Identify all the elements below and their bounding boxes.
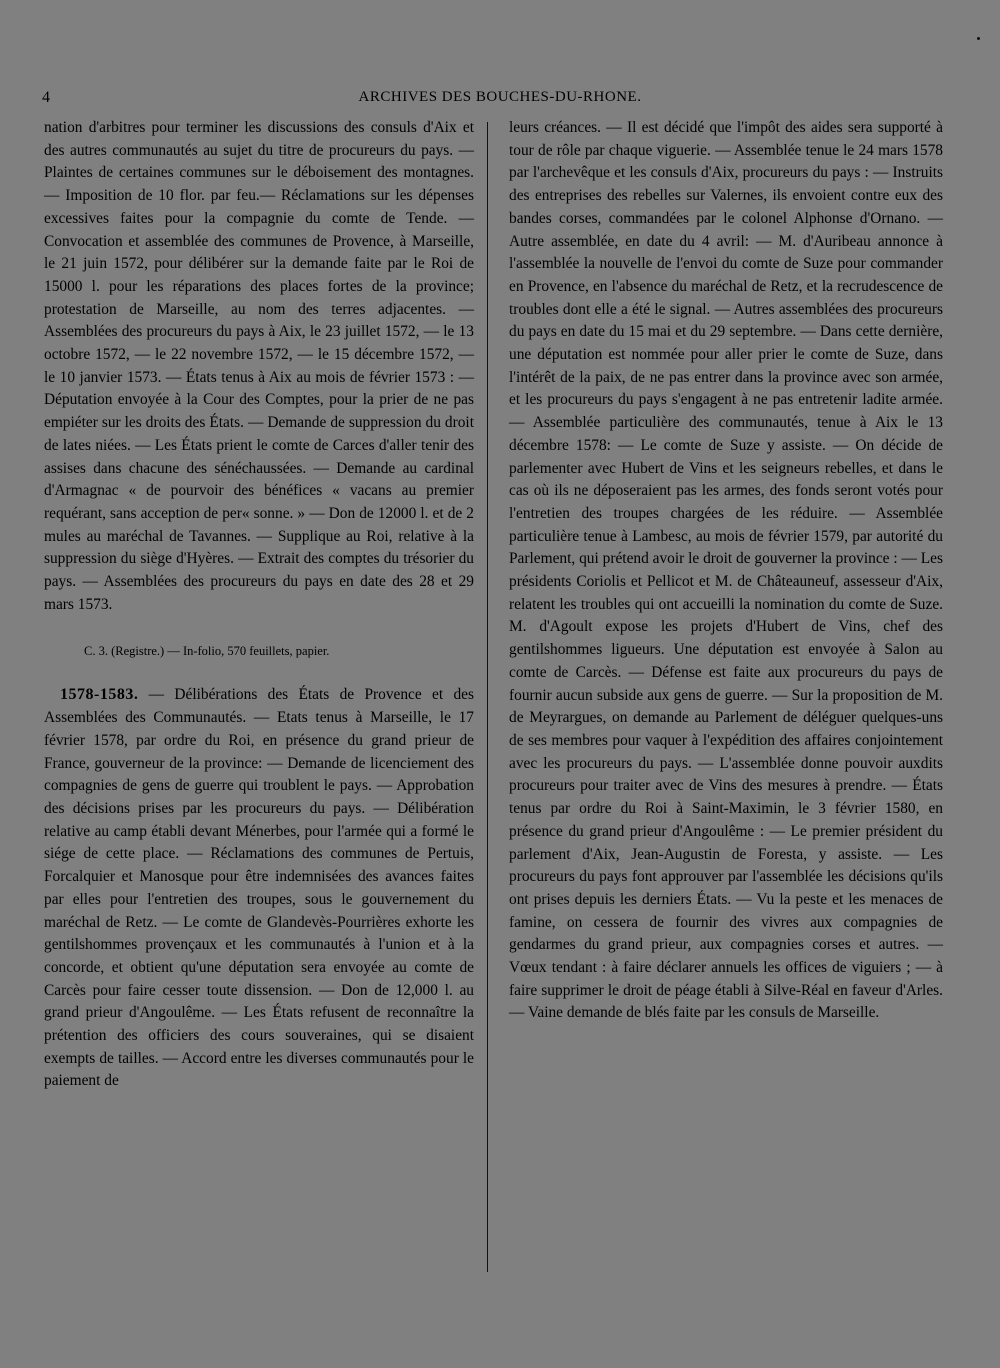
- left-paragraph-2-text: — Délibérations des États de Provence et des Assemblées des Communautés. — Etats tenus à Marseille, le 17 février 1578, par ordre du Roi, en présence du grand prieur de France, gouverneur de la province: — Demande de licenciement des compagnies de gens de guerre qui troublent le pays. — Approbation des décisions prises par les procureurs du pays. — Délibération relative au camp établi devant Ménerbes, pour l'armée qui a formé le siége de cette place. — Réclamations des communes de Pertuis, Forcalquier et Manosque pour être indemnisées des avances faites par elles pour l'entretien des troupes, sous le gouvernement du maréchal de Retz. — Le comte de Glandevès-Pourrières exhorte les gentilshommes provençaux et les communautés à l'union et à la concorde, et obtient qu'une députation sera envoyée au comte de Carcès pour faire cesser toute dissension. — Don de 12,000 l. au grand prieur d'Angoulême. — Les États refusent de reconnaître la prétention des officiers des cours souveraines, qui se disaient exempts de tailles. — Accord entre les diverses communautés pour le paiement de: [44, 686, 474, 1090]
- catalog-entry: C. 3. (Registre.) — In-folio, 570 feuillets, papier.: [84, 644, 330, 659]
- column-divider: [487, 122, 488, 1272]
- left-paragraph-1: nation d'arbitres pour terminer les discussions des consuls d'Aix et des autres communautés au sujet du titre de procureurs du pays. — Plaintes de certaines communes sur le déboisement des montagnes. — Imposition de 10 flor. par feu.— Réclamations sur les dépenses excessives faites pour la compagnie du comte de Tende. — Convocation et assemblée des communes de Provence, à Marseille, le 21 juin 1572, pour délibérer sur la demande faite par le Roi de 15000 l. pour les réparations des places fortes de la province; protestation de Marseille, au nom des terres adjacentes. — Assemblées des procureurs du pays à Aix, le 23 juillet 1572, — le 13 octobre 1572, — le 22 novembre 1572, — le 15 décembre 1572, — le 10 janvier 1573. — États tenus à Aix au mois de février 1573 : — Députation envoyée à la Cour des Comptes, pour la prier de ne pas empiéter sur les droits des États. — Demande de suppression du droit de lates niées. — Les États prient le comte de Carces d'aller tenir des assises dans chacune des sénéchaussées. — Demande au cardinal d'Armagnac « de pourvoir des bénéfices « vacans au premier requérant, sans acception de per« sonne. » — Don de 12000 l. et de 2 mules au maréchal de Tavannes. — Supplique au Roi, relative à la suppression du siège d'Hyères. — Extrait des comptes du trésorier du pays. — Assemblées des procureurs du pays en date des 28 et 29 mars 1573.: [44, 119, 474, 613]
- scan-speck: [977, 37, 980, 40]
- left-column: [44, 117, 474, 1093]
- right-column: [509, 117, 943, 1025]
- running-title: ARCHIVES DES BOUCHES-DU-RHONE.: [358, 89, 642, 105]
- date-range: 1578-1583.: [60, 686, 139, 704]
- page-number: 4: [42, 89, 50, 106]
- right-paragraph-1: leurs créances. — Il est décidé que l'impôt des aides sera supporté à tour de rôle par chaque viguerie. — Assemblée tenue le 24 mars 1578 par l'archevêque et les consuls d'Aix, procureurs du pays : — Instruits des entreprises des rebelles sur Valernes, ils envoient contre eux des bandes corses, commandées par le colonel Alphonse d'Ornano. — Autre assemblée, en date du 4 avril: — M. d'Auribeau annonce à l'assemblée la nouvelle de l'envoi du comte de Suze pour commander en Provence, en l'absence du maréchal de Retz, et la recrudescence de troubles dont elle a été le signal. — Autres assemblées des procureurs du pays en date du 15 mai et du 29 septembre. — Dans cette dernière, une députation est nommée pour aller prier le comte de Suze, dans l'intérêt de la paix, de ne pas entrer dans la province avec son armée, et les procureurs du pays s'engagent à ne pas entretenir ladite armée. — Assemblée particulière des communautés, tenue à Aix le 13 décembre 1578: — Le comte de Suze y assiste. — On décide de parlementer avec Hubert de Vins et les seigneurs rebelles, et dans le cas où ils ne déposeraient pas les armes, des fonds seront votés pour l'entretien des troupes chargées de les réduire. — Assemblée particulière tenue à Lambesc, au mois de février 1579, par autorité du Parlement, qui prétend avoir le droit de gouverner la province : — Les présidents Coriolis et Pellicot et M. de Châteauneuf, assesseur d'Aix, relatent les troubles qui ont accueilli la nomination du comte de Suze. M. d'Agoult expose les projets d'Hubert de Vins, chef des gentilshommes ligueurs. Une députation est envoyée à Salon au comte de Carcès. — Défense est faite aux procureurs du pays de fournir aucun subside aux gens de guerre. — Sur la proposition de M. de Meyrargues, on demande au Parlement de déléguer quelques-uns de ses membres pour vaquer à l'expédition des affaires conjointement avec les procureurs du pays. — L'assemblée donne pouvoir auxdits procureurs pour traiter avec de Vins des mesures à prendre. — États tenus par ordre du Roi à Saint-Maximin, le 3 février 1580, en présence du grand prieur d'Angoulême : — Le premier président du parlement d'Aix, Jean-Augustin de Foresta, y assiste. — Les procureurs du pays font approuver par l'assemblée les décisions qu'ils ont prises depuis les derniers États. — Vu la peste et les menaces de famine, on cessera de fournir des vivres aux compagnies de gendarmes du grand prieur, aux compagnies corses et autres. — Vœux tendant : à faire déclarer annuels les offices de viguiers ; — à faire supprimer le droit de péage établi à Silve-Réal en faveur d'Arles. — Vaine demande de blés faite par les consuls de Marseille.: [509, 119, 943, 1022]
- left-paragraph-2: [44, 684, 474, 1093]
